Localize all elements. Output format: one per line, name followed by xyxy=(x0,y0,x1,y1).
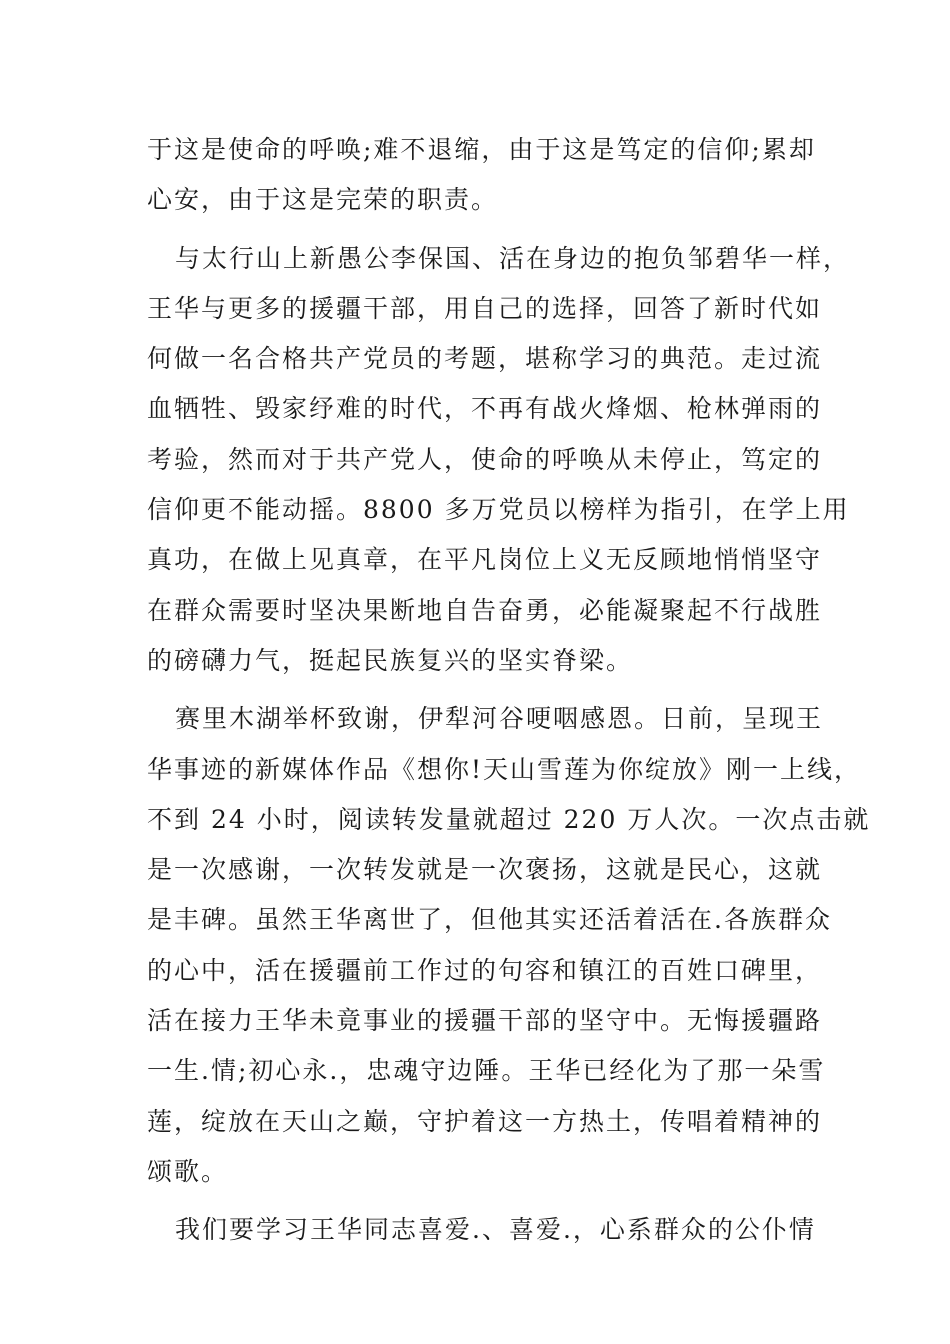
text-line: 心安，由于这是完荣的职责。 xyxy=(147,185,499,215)
text-line: 于这是使命的呼唤;难不退缩，由于这是笃定的信仰;累却 xyxy=(147,135,816,164)
text-line: 的磅礴力气，挺起民族复兴的坚实脊梁。 xyxy=(147,645,634,675)
text-line: 是一次感谢，一次转发就是一次褒扬，这就是民心，这就 xyxy=(147,855,823,885)
text-line: 考验，然而对于共产党人，使命的呼唤从未停止，笃定的 xyxy=(147,444,823,474)
text-line: 莲，绽放在天山之巅，守护着这一方热土，传唱着精神的 xyxy=(147,1106,823,1136)
text-line: 信仰更不能动摇。8800 多万党员以榜样为指引，在学上用 xyxy=(147,495,850,525)
text-line: 活在接力王华未竟事业的援疆干部的坚守中。无悔援疆路 xyxy=(147,1006,823,1036)
text-line: 颂歌。 xyxy=(147,1156,229,1186)
text-line: 赛里木湖举杯致谢，伊犁河谷哽咽感恩。日前，呈现王 xyxy=(175,704,824,734)
text-line: 是丰碑。虽然王华离世了，但他其实还活着活在.各族群众 xyxy=(147,905,832,935)
text-line: 王华与更多的援疆干部，用自己的选择，回答了新时代如 xyxy=(147,293,823,323)
text-line: 何做一名合格共产党员的考题，堪称学习的典范。走过流 xyxy=(147,344,823,374)
text-line: 血牺牲、毁家纾难的时代，不再有战火烽烟、枪林弹雨的 xyxy=(147,394,823,424)
text-line: 真功，在做上见真章，在平凡岗位上义无反顾地悄悄坚守 xyxy=(147,545,823,575)
text-line: 我们要学习王华同志喜爱.、喜爱.，心系群众的公仆情 xyxy=(175,1215,816,1245)
paragraph-2 xyxy=(147,234,851,687)
paragraph-1 xyxy=(147,125,832,226)
text-line: 一生.情;初心永.，忠魂守边陲。王华已经化为了那一朵雪 xyxy=(147,1056,826,1086)
text-line: 在群众需要时坚决果断地自告奋勇，必能凝聚起不行战胜 xyxy=(147,595,823,625)
paragraph-4 xyxy=(147,1205,832,1255)
text-line: 与太行山上新愚公李保国、活在身边的抱负邹碧华一样， xyxy=(175,243,851,273)
document-body xyxy=(147,125,871,1256)
text-line: 华事迹的新媒体作品《想你!天山雪莲为你绽放》刚一上线， xyxy=(147,754,862,784)
paragraph-3 xyxy=(147,694,871,1197)
text-line: 的心中，活在援疆前工作过的句容和镇江的百姓口碑里， xyxy=(147,955,823,985)
text-line: 不到 24 小时，阅读转发量就超过 220 万人次。一次点击就 xyxy=(147,804,871,834)
